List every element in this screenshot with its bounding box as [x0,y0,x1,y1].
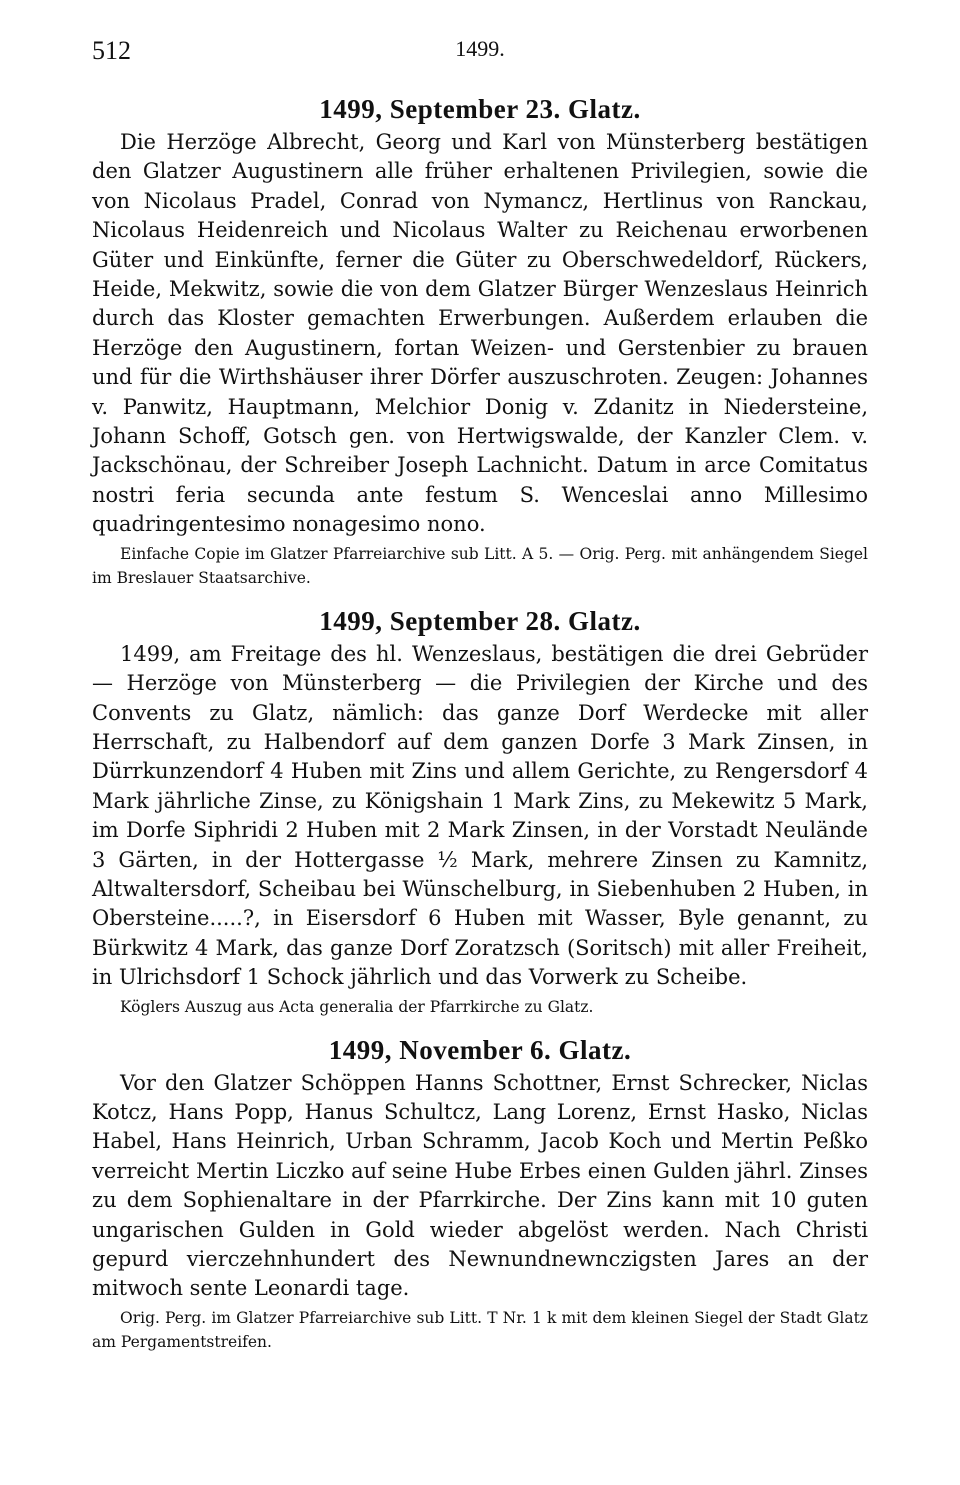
entry-source-note: Einfache Copie im Glatzer Pfarreiarchive sub Litt. A 5. — Orig. Perg. mit anhängendem Siegel im Breslauer Staatsarchive. [92,544,868,587]
entry-body: Vor den Glatzer Schöppen Hanns Schottner, Ernst Schrecker, Niclas Kotcz, Hans Popp, Hanus Schultcz, Lang Lorenz, Ernst Hasko, Niclas Habel, Hans Heinrich, Urban Schramm, Jacob Koch und Mertin Peßko verreicht Mertin Liczko auf seine Hube Erbes einen Gulden jährl. Zinses zu dem Sophienaltare in der Pfarrkirche. Der Zins kann mit 10 guten ungarischen Gulden in Gold wieder abgelöst werden. Nach Christi gepurd vierczehnhundert des Newnundnewnczigsten Jares an der mitwoch sente Leonardi tage. [92,1070,868,1301]
entry-body: Die Herzöge Albrecht, Georg und Karl von Münsterberg bestätigen den Glatzer Augustinern alle früher erhaltenen Privilegien, sowie die von Nicolaus Pradel, Conrad von Nymancz, Hertlinus von Ranckau, Nicolaus Heidenreich und Nicolaus Walter zu Reichenau erworbenen Güter und Einkünfte, ferner die Güter zu Oberschwedeldorf, Rückers, Heide, Mekwitz, sowie die von dem Glatzer Bürger Wenzeslaus Heinrich durch das Kloster gemachten Erwerbungen. Außerdem erlauben die Herzöge den Augustinern, fortan Weizen- und Gerstenbier zu brauen und für die Wirthshäuser ihrer Dörfer auszuschroten. Zeugen: Johannes v. Panwitz, Hauptmann, Melchior Donig v. Zdanitz in Niedersteine, Johann Schoff, Gotsch gen. von Hertwigswalde, der Kanzler Clem. v. Jackschönau, der Schreiber Joseph Lachnicht. Datum in arce Comitatus nostri feria secunda ante festum S. Wenceslai anno Millesimo quadringentesimo nonagesimo nono. [92,130,868,537]
entry-source-note: Orig. Perg. im Glatzer Pfarreiarchive sub Litt. T Nr. 1 k mit dem kleinen Siegel der Stadt Glatz am Pergamentstreifen. [92,1308,868,1351]
page-number: 512 [92,36,131,65]
entry-source-note: Köglers Auszug aus Acta generalia der Pfarrkirche zu Glatz. [120,997,594,1016]
entry-1499-11-06 [92,1033,868,1354]
entry-1499-09-23 [92,92,868,590]
entry-title: 1499, September 28. Glatz. [319,605,641,636]
running-header [92,30,868,74]
entry-1499-09-28 [92,604,868,1019]
entry-body: 1499, am Freitage des hl. Wenzeslaus, bestätigen die drei Gebrüder — Herzöge von Münsterberg — die Privilegien der Kirche und des Convents zu Glatz, nämlich: das ganze Dorf Werdecke mit aller Herrschaft, zu Halbendorf auf dem ganzen Dorfe 3 Mark Zinsen, in Dürrkunzendorf 4 Huben mit Zins und allem Gerichte, zu Rengersdorf 4 Mark jährliche Zinse, zu Königshain 1 Mark Zins, zu Mekewitz 5 Mark, im Dorfe Siphridi 2 Huben mit 2 Mark Zinsen, in der Vorstadt Neulände 3 Gärten, in der Hottergasse ½ Mark, mehrere Zinsen zu Kamnitz, Altwaltersdorf, Scheibau bei Wünschelburg, in Siebenhuben 2 Huben, in Obersteine.....?, in Eisersdorf 6 Huben mit Wasser, Byle genannt, zu Bürkwitz 4 Mark, das ganze Dorf Zoratzsch (Soritsch) mit aller Freiheit, in Ulrichsdorf 1 Schock jährlich und das Vorwerk zu Scheibe. [92,641,868,990]
entry-title: 1499, September 23. Glatz. [319,94,641,124]
entry-title: 1499, November 6. Glatz. [328,1034,632,1065]
document-page [92,30,868,1368]
running-title: 1499. [455,36,505,61]
